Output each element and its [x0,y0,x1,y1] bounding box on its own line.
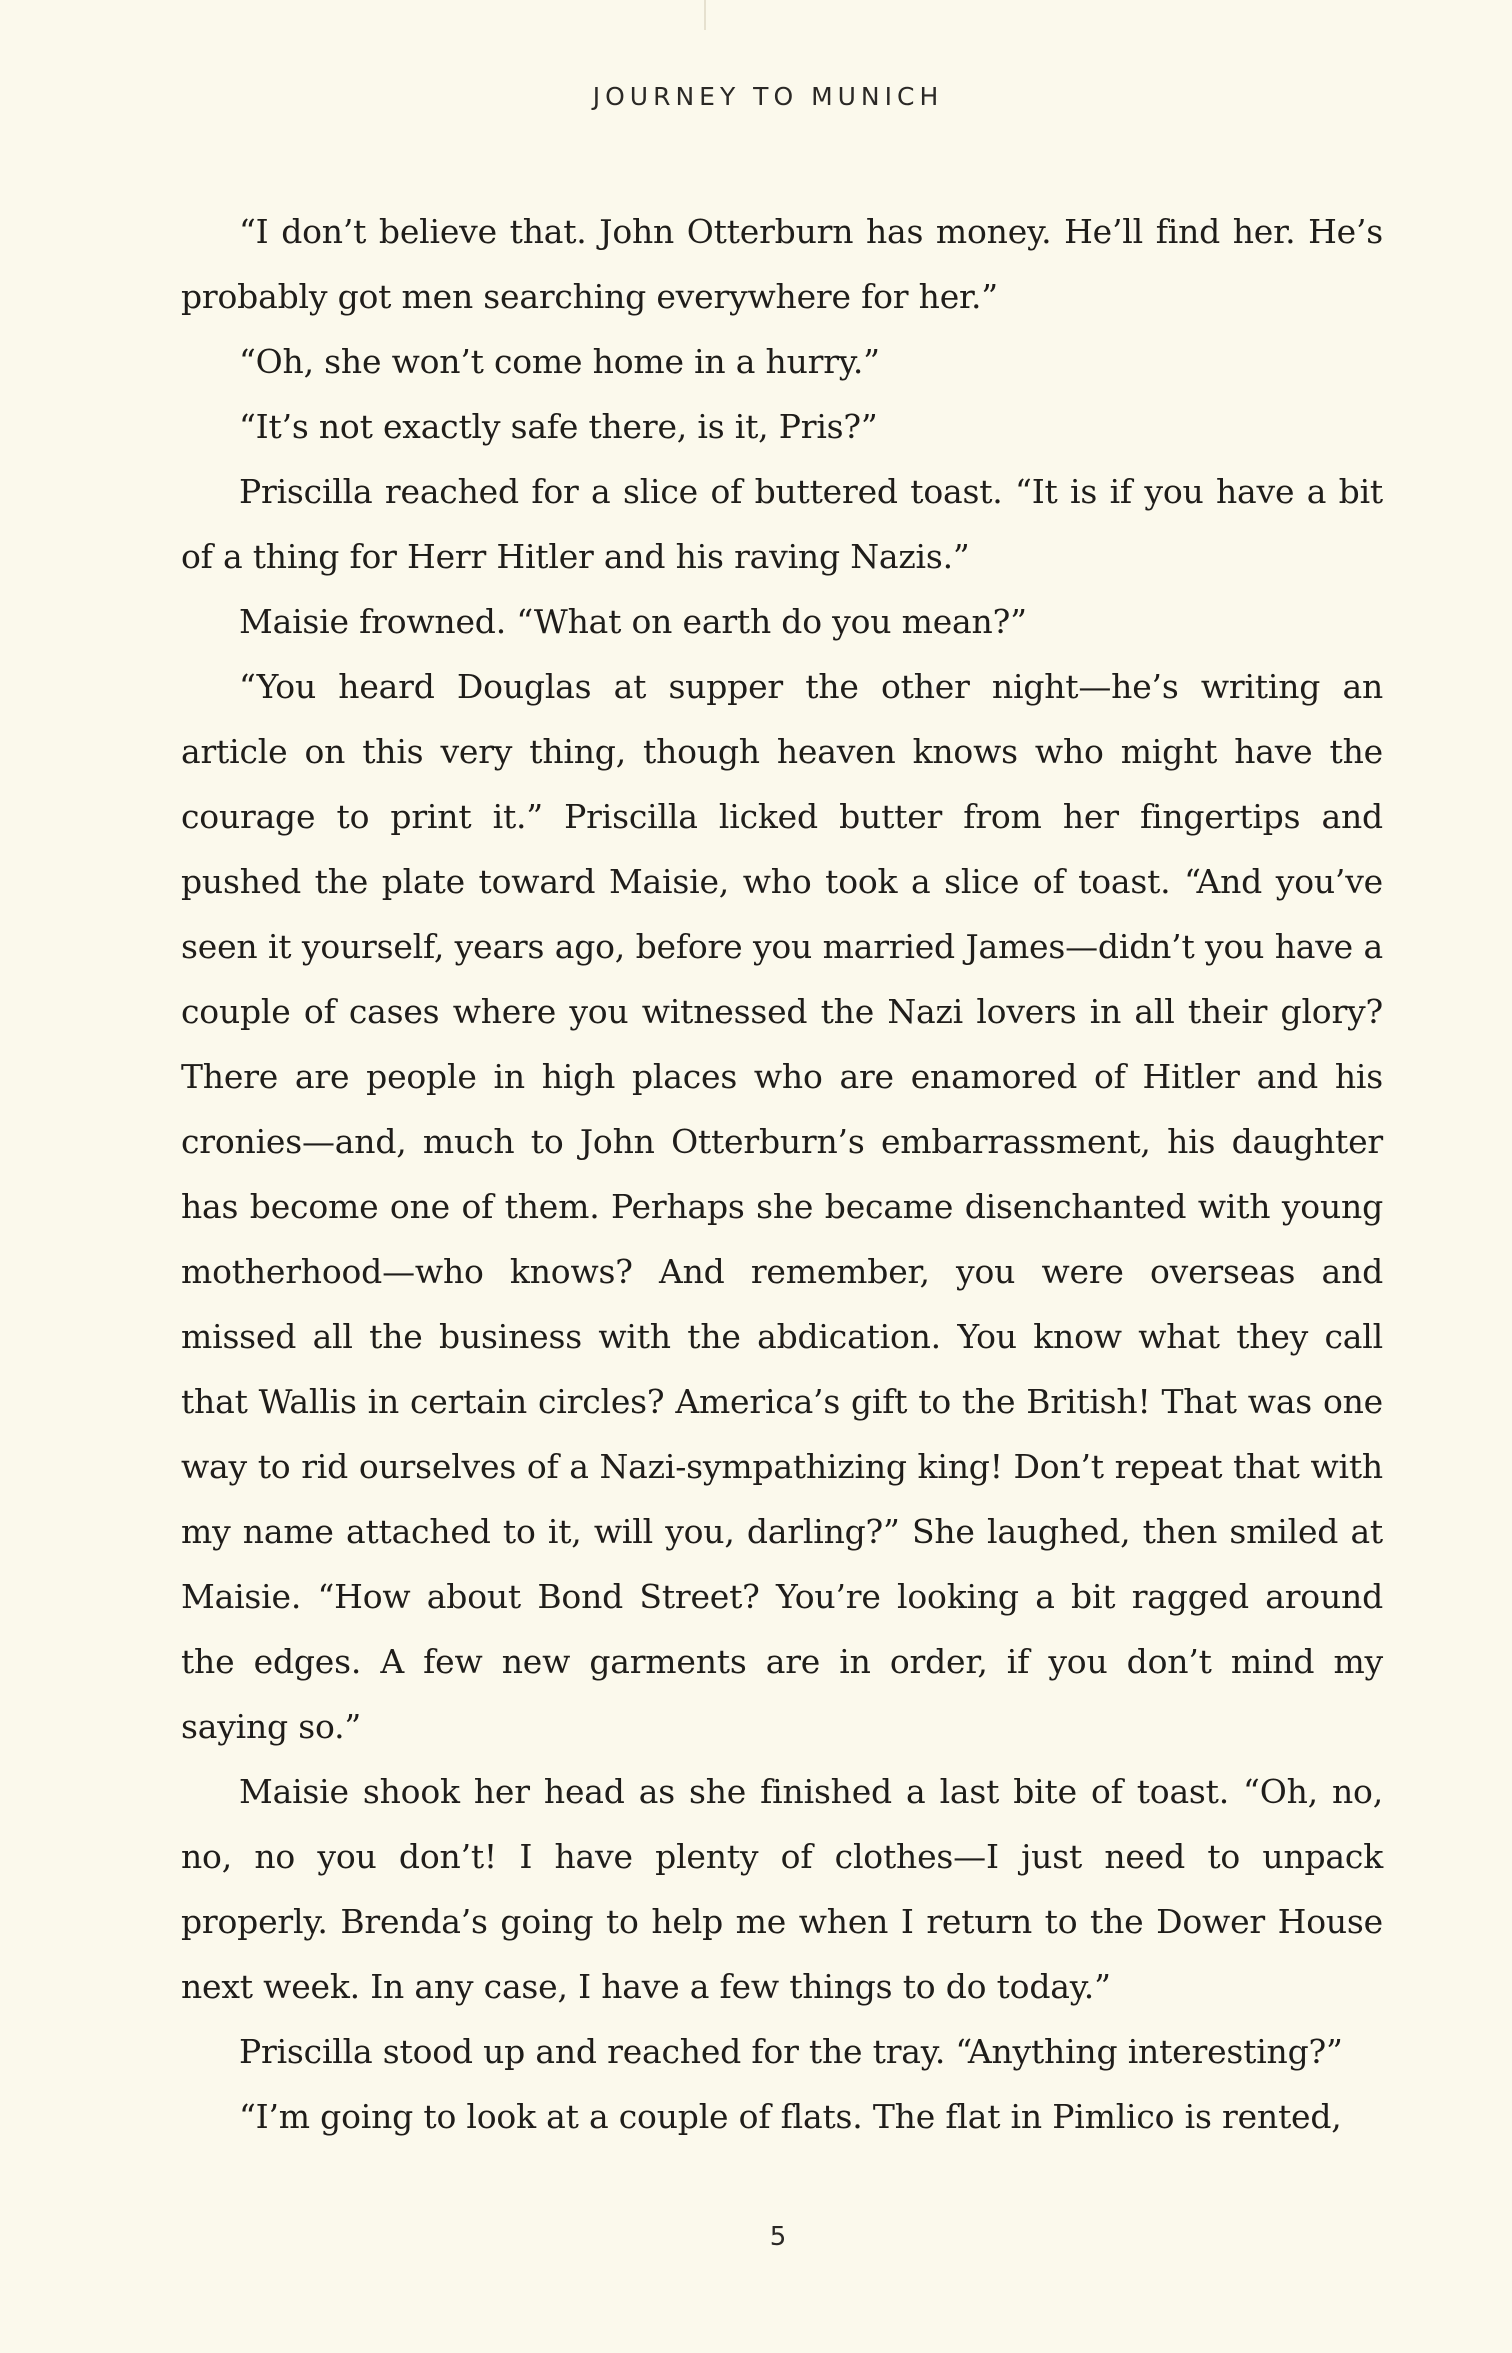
page-edge-mark [704,0,706,30]
paragraph: “You heard Douglas at supper the other night—he’s writing an article on this very thing, though heaven knows who might have the courage to print it.” Priscilla licked butter from her fingertips and pushed the plate toward Maisie, who took a slice of toast. “And you’ve seen it yourself, years ago, before you married James—didn’t you have a couple of cases where you witnessed the Nazi lovers in all their glory? There are people in high places who are enamored of Hitler and his cronies—and, much to John Otterburn’s embarrassment, his daughter has become one of them. Perhaps she became disenchanted with young motherhood—who knows? And remember, you were overseas and missed all the business with the abdication. You know what they call that Wallis in certain circles? America’s gift to the British! That was one way to rid ourselves of a Nazi-sympathizing king! Don’t repeat that with my name attached to it, will you, darling?” She laughed, then smiled at Maisie. “How about Bond Street? You’re looking a bit ragged around the edges. A few new garments are in order, if you don’t mind my saying so.” [181,667,1383,1746]
running-head: JOURNEY TO MUNICH [592,82,944,111]
body-text [181,199,1383,2149]
paragraph: Maisie shook her head as she finished a last bite of toast. “Oh, no, no, no you don’t! I have plenty of clothes—I just need to unpack properly. Brenda’s going to help me when I return to the Dower House next week. In any case, I have a few things to do today.” [181,1772,1383,2006]
paragraph: “I don’t believe that. John Otterburn has money. He’ll find her. He’s probably got men searching everywhere for her.” [181,212,1383,316]
paragraph: Maisie frowned. “What on earth do you mean?” [239,602,1027,641]
page-number: 5 [769,2222,787,2252]
paragraph: “Oh, she won’t come home in a hurry.” [239,342,880,381]
paragraph: Priscilla stood up and reached for the tray. “Anything interesting?” [239,2032,1343,2071]
paragraph: Priscilla reached for a slice of buttered toast. “It is if you have a bit of a thing for Herr Hitler and his raving Nazis.” [181,472,1383,576]
paragraph: “It’s not exactly safe there, is it, Pris?” [239,407,878,446]
paragraph-continued: “I’m going to look at a couple of flats. The flat in Pimlico is rented, [239,2097,1342,2136]
